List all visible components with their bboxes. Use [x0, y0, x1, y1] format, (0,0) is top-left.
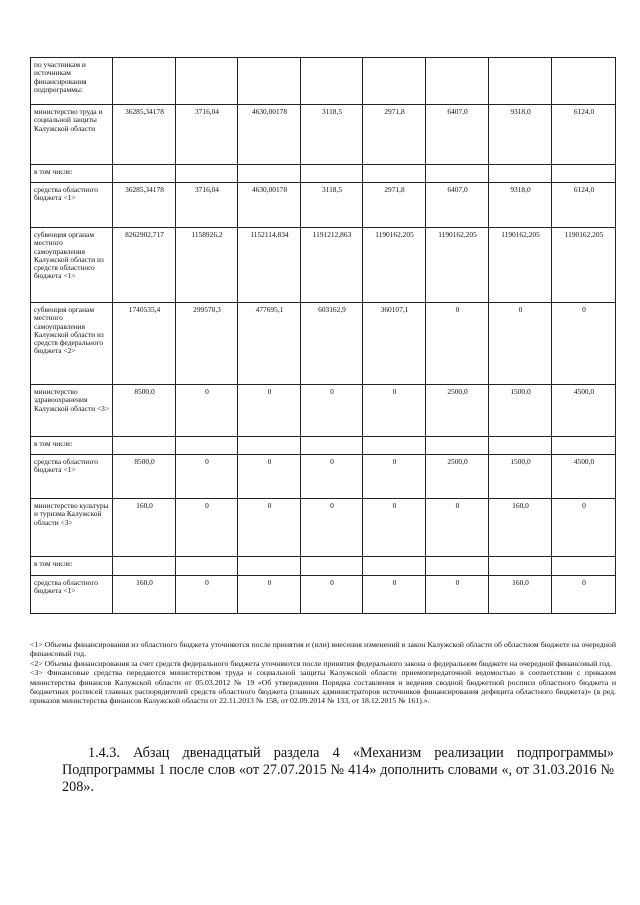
table-cell: 1190162,205 [552, 228, 616, 303]
table-cell [489, 58, 552, 105]
table-row [31, 437, 616, 455]
row-label: субвенция органам местного самоуправления Калужской области из средств областного бюджета <1> [31, 228, 113, 303]
table-row [31, 499, 616, 557]
table-cell: 160,0 [489, 576, 552, 614]
table-cell [301, 165, 363, 183]
table-cell [176, 437, 238, 455]
table-cell: 0 [238, 385, 301, 437]
amendment-paragraph [62, 745, 614, 796]
table-cell: 0 [363, 385, 426, 437]
table-cell: 0 [552, 303, 616, 385]
table-cell: 0 [301, 455, 363, 499]
table-cell: 0 [176, 455, 238, 499]
table-cell: 0 [426, 303, 489, 385]
table-cell: 3716,04 [176, 183, 238, 228]
table-cell: 1190162,205 [363, 228, 426, 303]
table-cell [301, 58, 363, 105]
table-cell [363, 557, 426, 576]
table-cell: 4500,0 [552, 385, 616, 437]
table-cell: 0 [552, 576, 616, 614]
table-row [31, 455, 616, 499]
table-cell: 2971,8 [363, 105, 426, 165]
table-cell: 0 [176, 385, 238, 437]
table-cell [113, 58, 176, 105]
row-label: средства областного бюджета <1> [31, 455, 113, 499]
table-cell: 8262902,717 [113, 228, 176, 303]
row-label: в том числе: [31, 557, 113, 576]
table-cell: 2971,8 [363, 183, 426, 228]
table-cell: 9318,0 [489, 183, 552, 228]
table-cell: 1500,0 [489, 455, 552, 499]
table-cell [552, 557, 616, 576]
table-row [31, 557, 616, 576]
table-cell: 0 [489, 303, 552, 385]
table-cell: 6124,0 [552, 105, 616, 165]
table-cell: 36285,34178 [113, 183, 176, 228]
table-cell: 1740535,4 [113, 303, 176, 385]
table-cell: 0 [426, 576, 489, 614]
table-cell [301, 437, 363, 455]
table-cell [363, 437, 426, 455]
table-row [31, 58, 616, 105]
table-cell [426, 437, 489, 455]
table-cell: 3118,5 [301, 183, 363, 228]
table-row [31, 165, 616, 183]
table-cell [363, 58, 426, 105]
table-cell [426, 165, 489, 183]
table-cell [552, 58, 616, 105]
table-cell: 0 [301, 576, 363, 614]
row-label: министерство культуры и туризма Калужской области <3> [31, 499, 113, 557]
table-cell [176, 165, 238, 183]
table-cell [489, 437, 552, 455]
table-cell [176, 58, 238, 105]
table-row [31, 183, 616, 228]
table-cell: 477695,1 [238, 303, 301, 385]
table-cell: 360107,1 [363, 303, 426, 385]
amendment-text: 1.4.3. Абзац двенадцатый раздела 4 «Механизм реализации подпрограммы» Подпрограммы 1 после слов «от 27.07.2015 № 414» дополнить словами «, от 31.03.2016 № 208». [62, 745, 614, 795]
table-cell [489, 557, 552, 576]
table-cell: 0 [176, 499, 238, 557]
table-cell: 1500,0 [489, 385, 552, 437]
table-cell: 160,0 [113, 499, 176, 557]
table-cell: 8500,0 [113, 385, 176, 437]
table-cell [238, 437, 301, 455]
table-cell [113, 557, 176, 576]
table-cell: 2500,0 [426, 455, 489, 499]
row-label: средства областного бюджета <1> [31, 576, 113, 614]
table-cell: 3118,5 [301, 105, 363, 165]
table-cell: 3716,04 [176, 105, 238, 165]
table-cell [426, 58, 489, 105]
table-cell: 1152114,834 [238, 228, 301, 303]
table-cell [426, 557, 489, 576]
table-cell: 0 [552, 499, 616, 557]
table-row [31, 576, 616, 614]
table-cell [552, 437, 616, 455]
table-cell [552, 165, 616, 183]
table-cell: 1190162,205 [426, 228, 489, 303]
table-cell [113, 437, 176, 455]
table-row [31, 385, 616, 437]
table-cell: 6407,0 [426, 105, 489, 165]
table-cell: 0 [426, 499, 489, 557]
table-cell [363, 165, 426, 183]
table-cell: 9318,0 [489, 105, 552, 165]
footnotes [30, 640, 616, 706]
footnote-1: <1> Объемы финансирования из областного бюджета уточняются после принятия и (или) внесения изменений в закон Калужской области об областном бюджете на очередной финансовый год. [30, 640, 616, 659]
table-cell: 8500,0 [113, 455, 176, 499]
financing-table [30, 57, 616, 614]
row-label: министерство здравоохранения Калужской области <3> [31, 385, 113, 437]
table-cell: 160,0 [113, 576, 176, 614]
table-cell: 1190162,205 [489, 228, 552, 303]
table-cell: 2500,0 [426, 385, 489, 437]
table-cell: 4630,00178 [238, 105, 301, 165]
table-cell: 4630,00178 [238, 183, 301, 228]
table-cell: 1191212,863 [301, 228, 363, 303]
row-label: средства областного бюджета <1> [31, 183, 113, 228]
table-cell: 1158926,2 [176, 228, 238, 303]
table-row [31, 105, 616, 165]
row-label: в том числе: [31, 165, 113, 183]
table-cell [176, 557, 238, 576]
table-cell: 6407,0 [426, 183, 489, 228]
table-cell: 0 [176, 576, 238, 614]
table-cell: 4500,0 [552, 455, 616, 499]
table-cell [238, 557, 301, 576]
table-cell: 0 [301, 385, 363, 437]
table-row [31, 228, 616, 303]
table-cell: 0 [238, 499, 301, 557]
row-label: субвенция органам местного самоуправления Калужской области из средств федерального бюджета <2> [31, 303, 113, 385]
table-row [31, 303, 616, 385]
table-cell: 0 [301, 499, 363, 557]
table-cell [489, 165, 552, 183]
row-label: в том числе: [31, 437, 113, 455]
row-label: министерство труда и социальной защиты Калужской области [31, 105, 113, 165]
table-cell: 0 [238, 576, 301, 614]
row-label: по участникам и источникам финансирования подпрограммы: [31, 58, 113, 105]
table-cell: 36285,34178 [113, 105, 176, 165]
table-cell: 6124,0 [552, 183, 616, 228]
table-cell [238, 58, 301, 105]
financing-table-body [31, 58, 616, 614]
table-cell: 0 [238, 455, 301, 499]
footnote-2: <2> Объемы финансирования за счет средств федерального бюджета уточняются после принятия федерального закона о федеральном бюджете на очередной финансовый год. [30, 658, 612, 668]
table-cell: 299570,3 [176, 303, 238, 385]
footnote-3: <3> Финансовые средства передаются министерством труда и социальной защиты Калужской области приемопередаточной ведомостью в соответствии с приказом министерства финансов Калужской области от 05.03.2012 № 19 «Об утверждении Порядка составления и ведения сводной бюджетной росписи областного бюджета и бюджетных росписей главных распорядителей средств областного бюджета (главных администраторов источников финансирования дефицита областного бюджета)» (в ред. приказов министерства финансов Калужской области от 22.11.2013 № 158, от 02.09.2014 № 133, от 18.12.2015 № 161).». [30, 668, 616, 706]
table-cell: 603162,9 [301, 303, 363, 385]
table-cell: 0 [363, 576, 426, 614]
table-cell: 0 [363, 499, 426, 557]
table-cell [301, 557, 363, 576]
table-cell: 160,0 [489, 499, 552, 557]
table-cell: 0 [363, 455, 426, 499]
table-cell [113, 165, 176, 183]
table-cell [238, 165, 301, 183]
